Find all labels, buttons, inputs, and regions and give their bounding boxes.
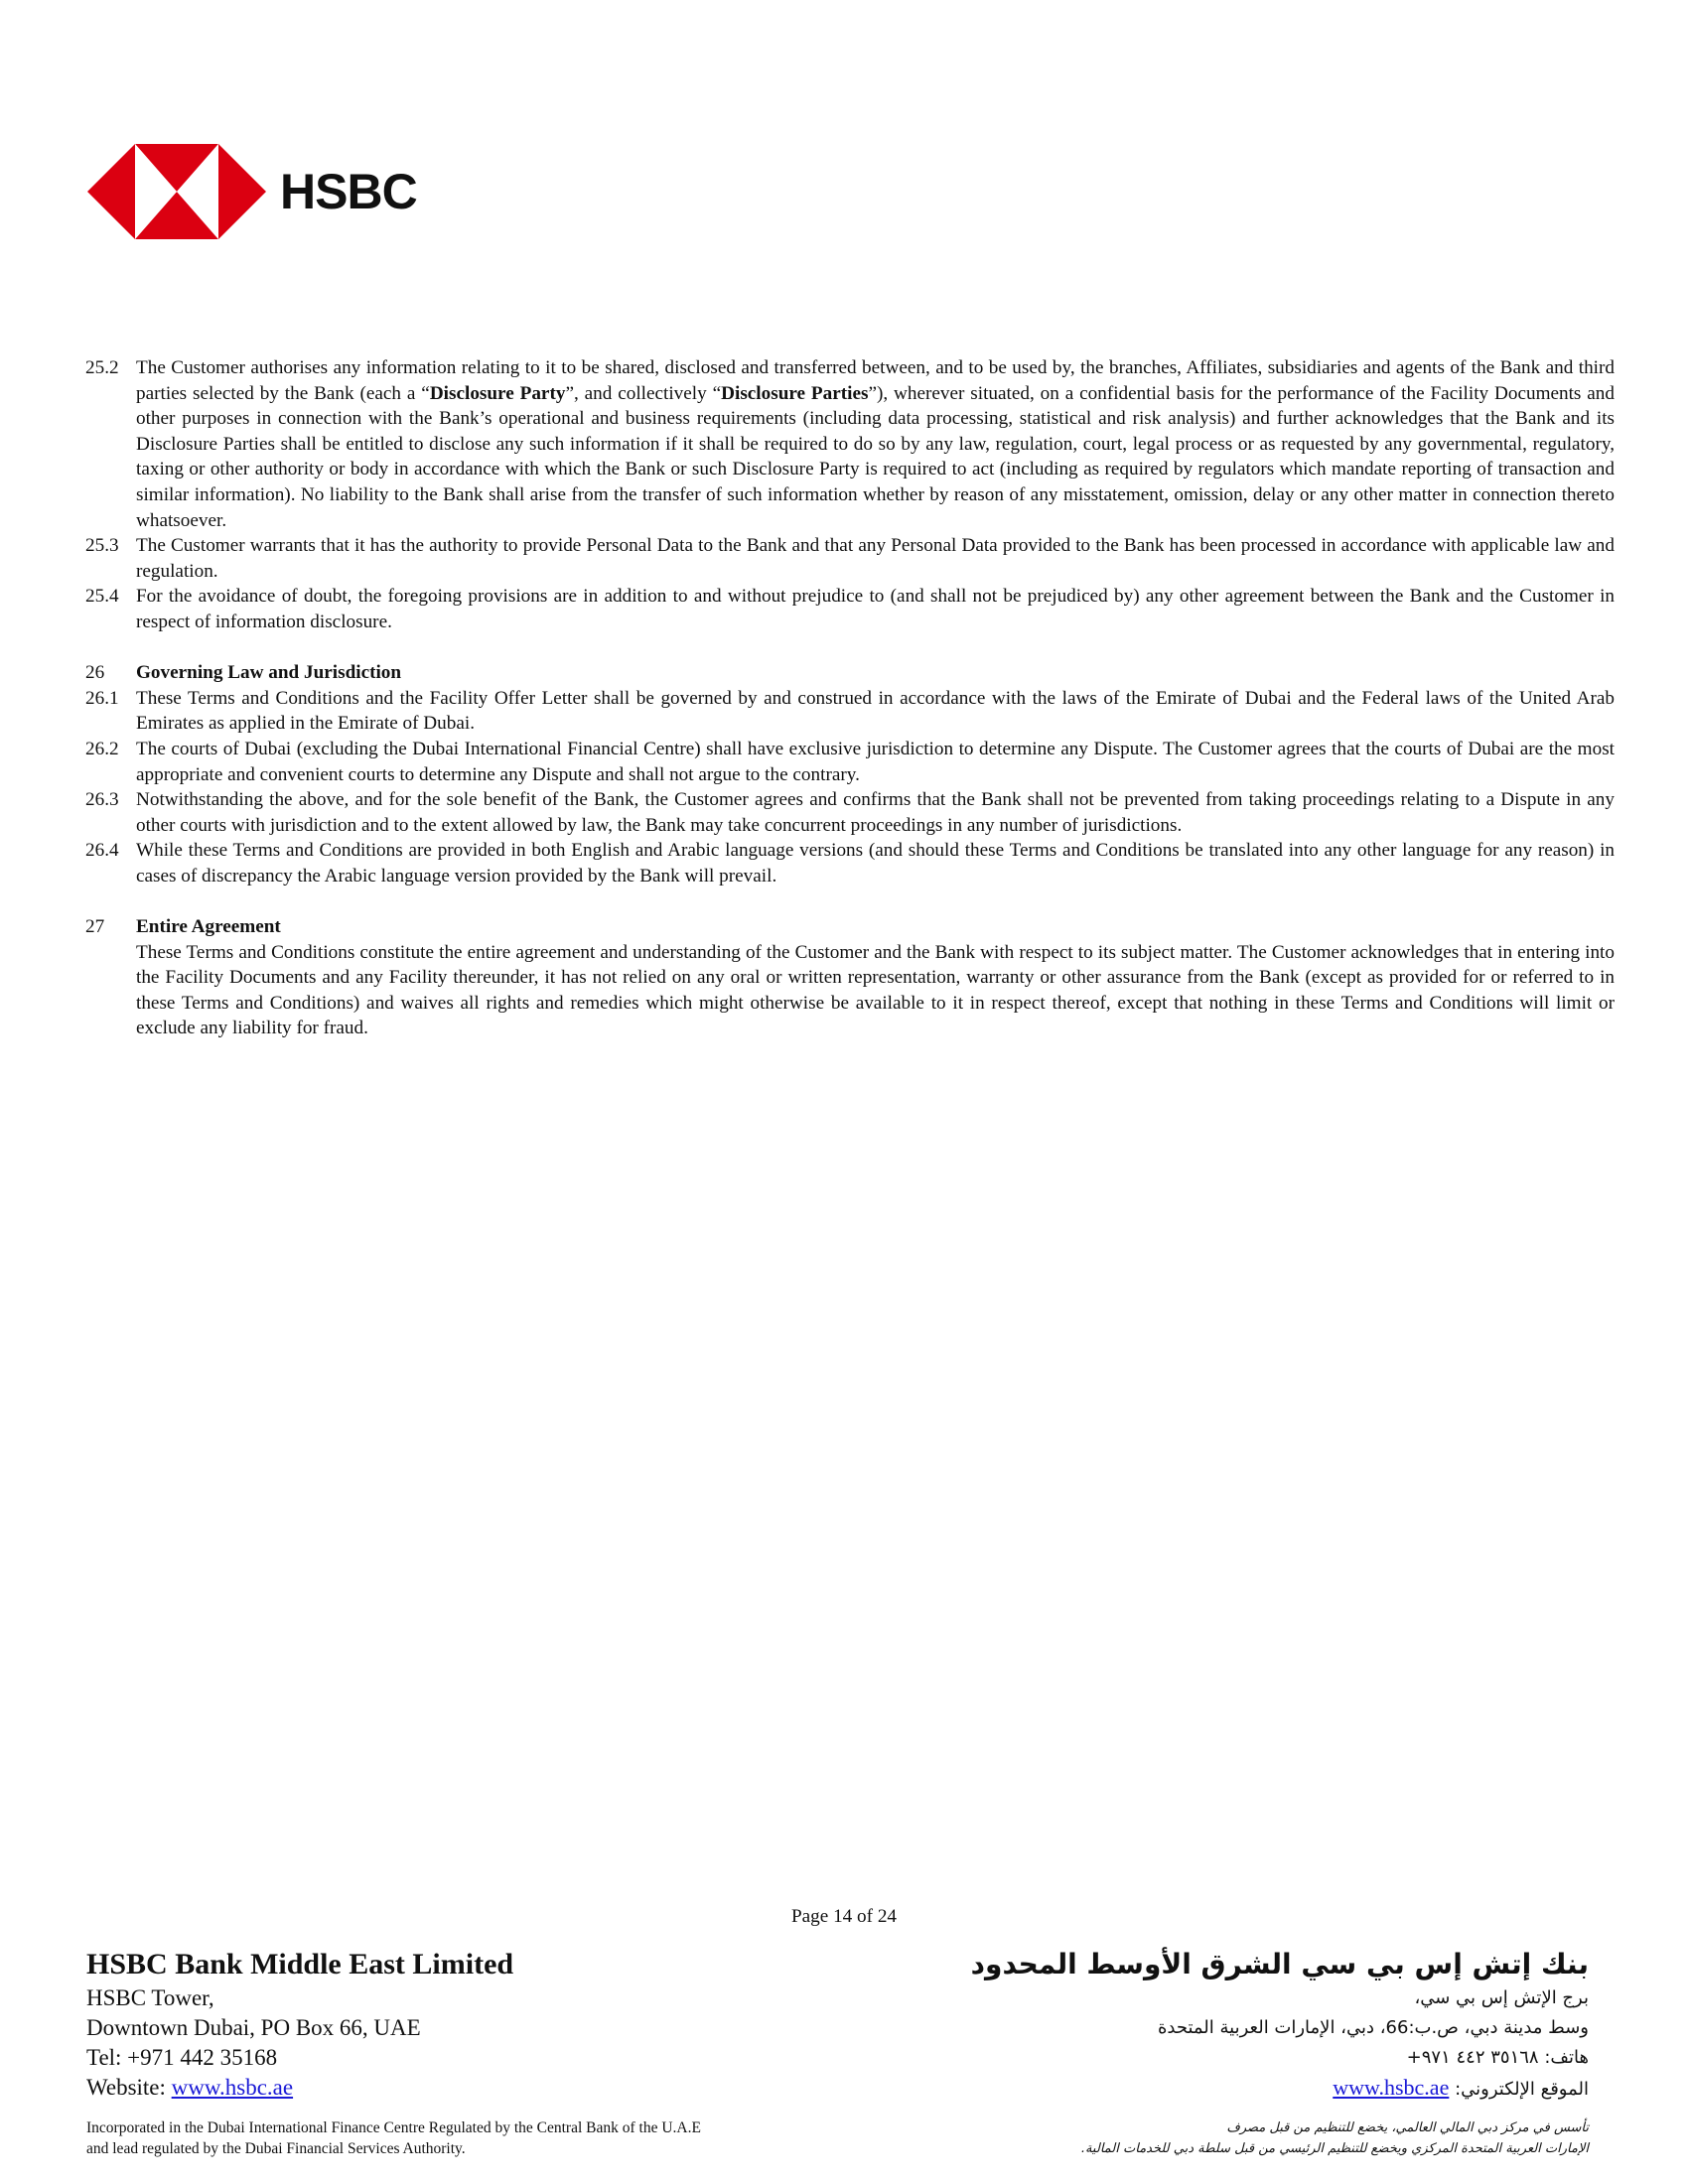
section-title: Entire Agreement [136, 916, 281, 938]
clause-25-4 [85, 584, 1615, 634]
logo-text: HSBC [280, 164, 417, 219]
section-number: 26 [85, 662, 105, 684]
section-heading-26 [85, 660, 1615, 686]
clause-text: While these Terms and Conditions are provided in both English and Arabic language versions (and should these Terms and Conditions be translated into any other language for any reason) in cases of discrepancy the Arabic language version provided by the Bank will prevail. [136, 840, 1615, 887]
clause-26-1 [85, 686, 1615, 737]
clause-text: The Customer authorises any information relating to it to be shared, disclosed and transferred between, and to be used by, the branches, Affiliates, subsidiaries and agents of the Bank and third parties selected by the Bank (each a “Disclosure Party”, and collectively “Disclosure Parties”), wherever situated, on a confidential basis for the performance of the Facility Documents and other purposes in connection with the Bank’s operational and business requirements (including data processing, statistical and risk analysis) and further acknowledges that the Bank and its Disclosure Parties shall be entitled to disclose any such information if it shall be required to do so by any law, regulation, court, legal process or as requested by any governmental, regulatory, taxing or other authority or body in accordance with which the Bank or such Disclosure Party is required to act (including as required by regulators which mandate reporting of transaction and similar information). No liability to the Bank shall arise from the transfer of such information whether by reason of any misstatement, omission, delay or any other matter in connection thereto whatsoever. [136, 357, 1615, 531]
document-body [85, 355, 1615, 1041]
clause-number: 26.4 [85, 840, 119, 862]
clause-text: Notwithstanding the above, and for the sole benefit of the Bank, the Customer agrees and confirms that the Bank shall not be prevented from taking proceedings relating to a Dispute in any other courts with jurisdiction and to the extent allowed by law, the Bank may take concurrent proceedings in any number of jurisdictions. [136, 789, 1615, 836]
clause-26-2 [85, 737, 1615, 787]
address-line-arabic: برج الإتش إس بي سي، [1414, 1987, 1589, 2008]
clause-number: 25.3 [85, 535, 119, 557]
hsbc-logo [87, 144, 425, 239]
clause-text: The Customer warrants that it has the authority to provide Personal Data to the Bank and that any Personal Data provided to the Bank has been processed in accordance with applicable law and regulation. [136, 535, 1615, 582]
clause-text: The courts of Dubai (excluding the Dubai International Financial Centre) shall have exclusive jurisdiction to determine any Dispute. The Customer agrees that the courts of Dubai are the most appropriate and convenient courts to determine any Dispute and shall not argue to the contrary. [136, 738, 1615, 785]
hsbc-hexagon-icon [87, 144, 266, 239]
company-name: HSBC Bank Middle East Limited [86, 1948, 514, 1980]
company-name-arabic: بنك إتش إس بي سي الشرق الأوسط المحدود [970, 1948, 1589, 1980]
website-link[interactable]: www.hsbc.ae [171, 2075, 294, 2100]
website-line-arabic: الموقع الإلكتروني: www.hsbc.ae [1333, 2075, 1589, 2100]
phone-line-arabic: هاتف: ٣٥١٦٨ ٤٤٢ ٩٧١+ [1406, 2047, 1589, 2068]
address-line: Downtown Dubai, PO Box 66, UAE [86, 2015, 421, 2040]
clause-number: 26.1 [85, 687, 119, 709]
section-number: 27 [85, 916, 105, 938]
phone-line: Tel: +971 442 35168 [86, 2045, 278, 2070]
clause-26-3 [85, 787, 1615, 838]
clause-26-4 [85, 838, 1615, 888]
clause-number: 25.2 [85, 357, 119, 378]
clause-number: 26.2 [85, 738, 119, 759]
clause-number: 25.4 [85, 586, 119, 608]
clause-number [85, 940, 136, 1041]
address-line: HSBC Tower, [86, 1985, 214, 2010]
section-title: Governing Law and Jurisdiction [136, 662, 402, 684]
clause-text: These Terms and Conditions and the Facility Offer Letter shall be governed by and construed in accordance with the laws of the Emirate of Dubai and the Federal laws of the United Arab Emirates as applied in the Emirate of Dubai. [136, 687, 1615, 735]
legal-notice: Incorporated in the Dubai International Finance Centre Regulated by the Central Bank of the U.A.E and lead regulated by the Dubai Financial Services Authority. [86, 2119, 701, 2157]
address-line-arabic: وسط مدينة دبي، ص.ب:66، دبي، الإمارات العربية المتحدة [1157, 2017, 1589, 2038]
page-number: Page 14 of 24 [790, 1906, 898, 1927]
clause-text: For the avoidance of doubt, the foregoing provisions are in addition to and without prejudice to (and shall not be prejudiced by) any other agreement between the Bank and the Customer in respect of information disclosure. [136, 586, 1615, 632]
section-heading-27 [85, 914, 1615, 940]
legal-notice-arabic: تأسس في مركز دبي المالي العالمي، يخضع للتنظيم من قبل مصرف الإمارات العربية المتحدة المركزي ويخضع للتنظيم الرئيسي من قبل سلطة دبي للخدمات المالية. [1080, 2120, 1589, 2156]
clause-27-text [85, 940, 1615, 1041]
website-link-arabic[interactable]: www.hsbc.ae [1333, 2075, 1450, 2100]
footer-english [86, 1946, 781, 2103]
clause-25-2 [85, 355, 1615, 533]
footer-arabic [894, 1946, 1589, 2105]
clause-text: These Terms and Conditions constitute the entire agreement and understanding of the Customer and the Bank with respect to its subject matter. The Customer acknowledges that in entering into the Facility Documents and any Facility thereunder, it has not relied on any oral or written representation, warranty or other assurance from the Bank (except as provided for or referred to in these Terms and Conditions) and waives all rights and remedies which might otherwise be available to it in respect thereof, except that nothing in these Terms and Conditions will limit or exclude any liability for fraud. [136, 941, 1615, 1039]
clause-number: 26.3 [85, 789, 119, 811]
website-line: Website: www.hsbc.ae [86, 2075, 294, 2100]
clause-25-3 [85, 533, 1615, 584]
